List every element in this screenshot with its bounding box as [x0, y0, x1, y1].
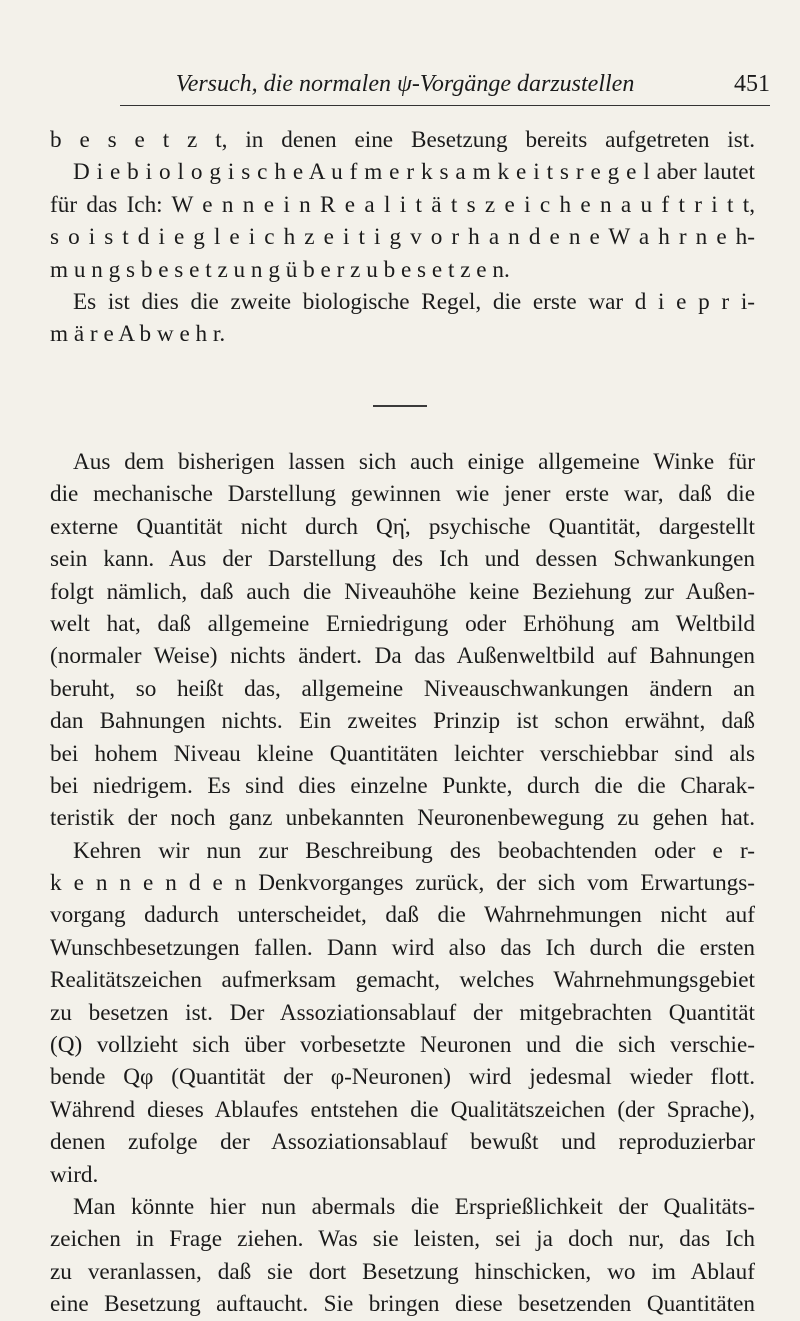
text-line: eine Besetzung auftaucht. Sie bringen diese besetzenden Quantitäten	[50, 1291, 755, 1318]
paragraph-block-1	[50, 124, 755, 351]
text-line: Aus dem bisherigen lassen sich auch einige allgemeine Winke für	[73, 449, 755, 475]
text-line: bende Qφ (Quantität der φ-Neuronen) wird jedesmal wieder flott.	[50, 1064, 755, 1091]
text-line: D i e b i o l o g i s c h e A u f m e r k s a m k e i t s r e g e l aber lautet	[73, 159, 755, 186]
page-number: 451	[734, 71, 770, 97]
text-line: (Q) vollzieht sich über vorbesetzte Neuronen und die sich verschie-	[50, 1032, 755, 1059]
text-line: Wunschbesetzungen fallen. Dann wird also das Ich durch die ersten	[50, 934, 755, 961]
running-head	[50, 66, 770, 108]
running-title: Versuch, die normalen ψ-Vorgänge darzustellen	[175, 71, 635, 97]
text-line: denen zufolge der Assoziationsablauf bewußt und reproduzierbar	[50, 1129, 755, 1156]
text-line: Realitätszeichen aufmerksam gemacht, welches Wahrnehmungsgebiet	[50, 967, 755, 994]
text-line: wird.	[50, 1161, 99, 1188]
text-line: Es ist dies die zweite biologische Regel, die erste war d i e p r i-	[73, 288, 755, 315]
text-line: Kehren wir nun zur Beschreibung des beobachtenden oder e r-	[73, 837, 755, 864]
text-line: für das Ich: W e n n e i n R e a l i t ä t s z e i c h e n a u f t r i t t,	[50, 191, 755, 218]
text-line: beruht, so heißt das, allgemeine Niveauschwankungen ändern an	[50, 675, 755, 702]
text-line: dan Bahnungen nichts. Ein zweites Prinzip ist schon erwähnt, daß	[50, 708, 755, 735]
text-line: m u n g s b e s e t z u n g ü b e r z u b e s e t z e n.	[50, 256, 510, 283]
text-line: k e n n e n d e n Denkvorganges zurück, der sich vom Erwartungs-	[50, 870, 755, 897]
text-line: sein kann. Aus der Darstellung des Ich und dessen Schwankungen	[50, 546, 755, 573]
text-line: folgt nämlich, daß auch die Niveauhöhe keine Beziehung zur Außen-	[50, 578, 755, 605]
text-line: Man könnte hier nun abermals die Ersprießlichkeit der Qualitäts-	[73, 1193, 755, 1220]
text-line: b e s e t z t, in denen eine Besetzung bereits aufgetreten ist.	[50, 127, 755, 153]
text-line: bei niedrigem. Es sind dies einzelne Punkte, durch die die Charak-	[50, 772, 755, 799]
text-line: s o i s t d i e g l e i c h z e i t i g v o r h a n d e n e W a h r n e h-	[50, 224, 755, 251]
text-line: vorgang dadurch unterscheidet, daß die Wahrnehmungen nicht auf	[50, 902, 755, 929]
text-line: m ä r e A b w e h r.	[50, 321, 226, 348]
header-rule	[120, 105, 770, 106]
text-line: (normaler Weise) nichts ändert. Da das Außenweltbild auf Bahnungen	[50, 643, 755, 670]
text-line: teristik der noch ganz unbekannten Neuronenbewegung zu gehen hat.	[50, 805, 755, 832]
text-line: zu veranlassen, daß sie dort Besetzung hinschicken, wo im Ablauf	[50, 1258, 755, 1285]
text-line: bei hohem Niveau kleine Quantitäten leichter verschiebbar sind als	[50, 740, 755, 767]
section-divider	[373, 405, 427, 407]
text-line: zu besetzen ist. Der Assoziationsablauf der mitgebrachten Quantität	[50, 999, 755, 1026]
text-line: zeichen in Frage ziehen. Was sie leisten, sei ja doch nur, das Ich	[50, 1226, 755, 1253]
text-line: externe Quantität nicht durch Qη̇, psychische Quantität, dargestellt	[50, 513, 755, 540]
text-line: die mechanische Darstellung gewinnen wie jener erste war, daß die	[50, 481, 755, 508]
text-line: Während dieses Ablaufes entstehen die Qualitätszeichen (der Sprache),	[50, 1096, 755, 1123]
text-line: welt hat, daß allgemeine Erniedrigung oder Erhöhung am Weltbild	[50, 610, 755, 637]
paragraph-block-2	[50, 446, 755, 1321]
